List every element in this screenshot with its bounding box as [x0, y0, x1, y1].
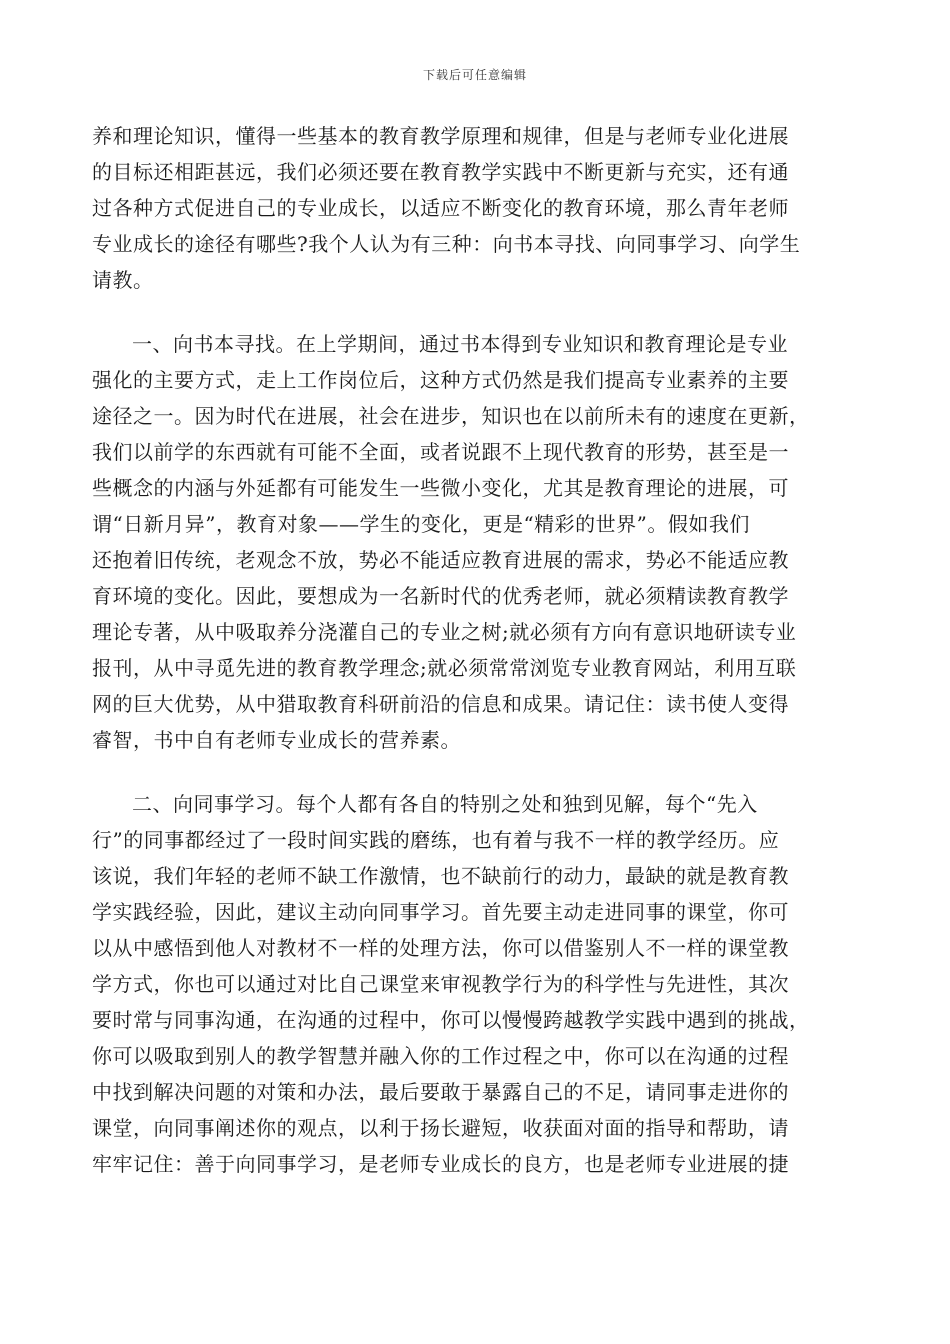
- text-line: 养和理论知识，懂得一些基本的教育教学原理和规律，但是与老师专业化进展: [92, 124, 789, 148]
- text-line: 的目标还相距甚远，我们必须还要在教育教学实践中不断更新与充实，还有通: [92, 160, 789, 184]
- text-line: 要时常与同事沟通，在沟通的过程中，你可以慢慢跨越教学实践中遇到的挑战，: [92, 1008, 810, 1032]
- text-line: 二、向同事学习。每个人都有各自的特别之处和独到见解，每个“先入: [132, 792, 758, 816]
- text-line: 该说，我们年轻的老师不缺工作激情，也不缺前行的动力，最缺的就是教育教: [92, 864, 789, 888]
- text-line: 课堂，向同事阐述你的观点，以利于扬长避短，收获面对面的指导和帮助，请: [92, 1116, 789, 1140]
- text-line: 行”的同事都经过了一段时间实践的磨练，也有着与我不一样的教学经历。应: [92, 828, 780, 852]
- text-line: 网的巨大优势，从中猎取教育科研前沿的信息和成果。请记住：读书使人变得: [92, 692, 789, 716]
- text-line: 些概念的内涵与外延都有可能发生一些微小变化，尤其是教育理论的进展，可: [92, 476, 789, 500]
- text-line: 学实践经验，因此，建议主动向同事学习。首先要主动走进同事的课堂，你可: [92, 900, 789, 924]
- text-line: 育环境的变化。因此，要想成为一名新时代的优秀老师，就必须精读教育教学: [92, 584, 789, 608]
- paragraph-section-two: [92, 786, 864, 1182]
- text-line: 以从中感悟到他人对教材不一样的处理方法，你可以借鉴别人不一样的课堂教: [92, 936, 789, 960]
- text-line: 你可以吸取到别人的教学智慧并融入你的工作过程之中，你可以在沟通的过程: [92, 1044, 789, 1068]
- text-line: 学方式，你也可以通过对比自己课堂来审视教学行为的科学性与先进性，其次: [92, 972, 789, 996]
- text-line: 谓“日新月异”，教育对象——学生的变化，更是“精彩的世界”。假如我们: [92, 512, 750, 536]
- text-line: 专业成长的途径有哪些?我个人认为有三种：向书本寻找、向同事学习、向学生: [92, 232, 801, 256]
- text-line: 报刊，从中寻觅先进的教育教学理念;就必须常常浏览专业教育网站，利用互联: [92, 656, 797, 680]
- text-line: 请教。: [92, 268, 154, 292]
- page-header: 下载后可任意编辑: [422, 68, 527, 82]
- text-line: 理论专著，从中吸取养分浇灌自己的专业之树;就必须有方向有意识地研读专业: [92, 620, 797, 644]
- text-line: 过各种方式促进自己的专业成长，以适应不断变化的教育环境，那么青年老师: [92, 196, 789, 220]
- paragraph-section-one: [92, 326, 864, 758]
- document-body: [92, 118, 864, 1210]
- text-line: 睿智，书中自有老师专业成长的营养素。: [92, 728, 461, 752]
- text-line: 还抱着旧传统，老观念不放，势必不能适应教育进展的需求，势必不能适应教: [92, 548, 789, 572]
- text-line: 强化的主要方式，走上工作岗位后，这种方式仍然是我们提高专业素养的主要: [92, 368, 789, 392]
- text-line: 我们以前学的东西就有可能不全面，或者说跟不上现代教育的形势，甚至是一: [92, 440, 789, 464]
- text-line: 一、向书本寻找。在上学期间，通过书本得到专业知识和教育理论是专业: [132, 332, 788, 356]
- text-line: 途径之一。因为时代在进展，社会在进步，知识也在以前所未有的速度在更新，: [92, 404, 810, 428]
- paragraph-intro: [92, 118, 864, 298]
- text-line: 牢牢记住：善于向同事学习，是老师专业成长的良方，也是老师专业进展的捷: [92, 1152, 789, 1176]
- text-line: 中找到解决问题的对策和办法，最后要敢于暴露自己的不足，请同事走进你的: [92, 1080, 789, 1104]
